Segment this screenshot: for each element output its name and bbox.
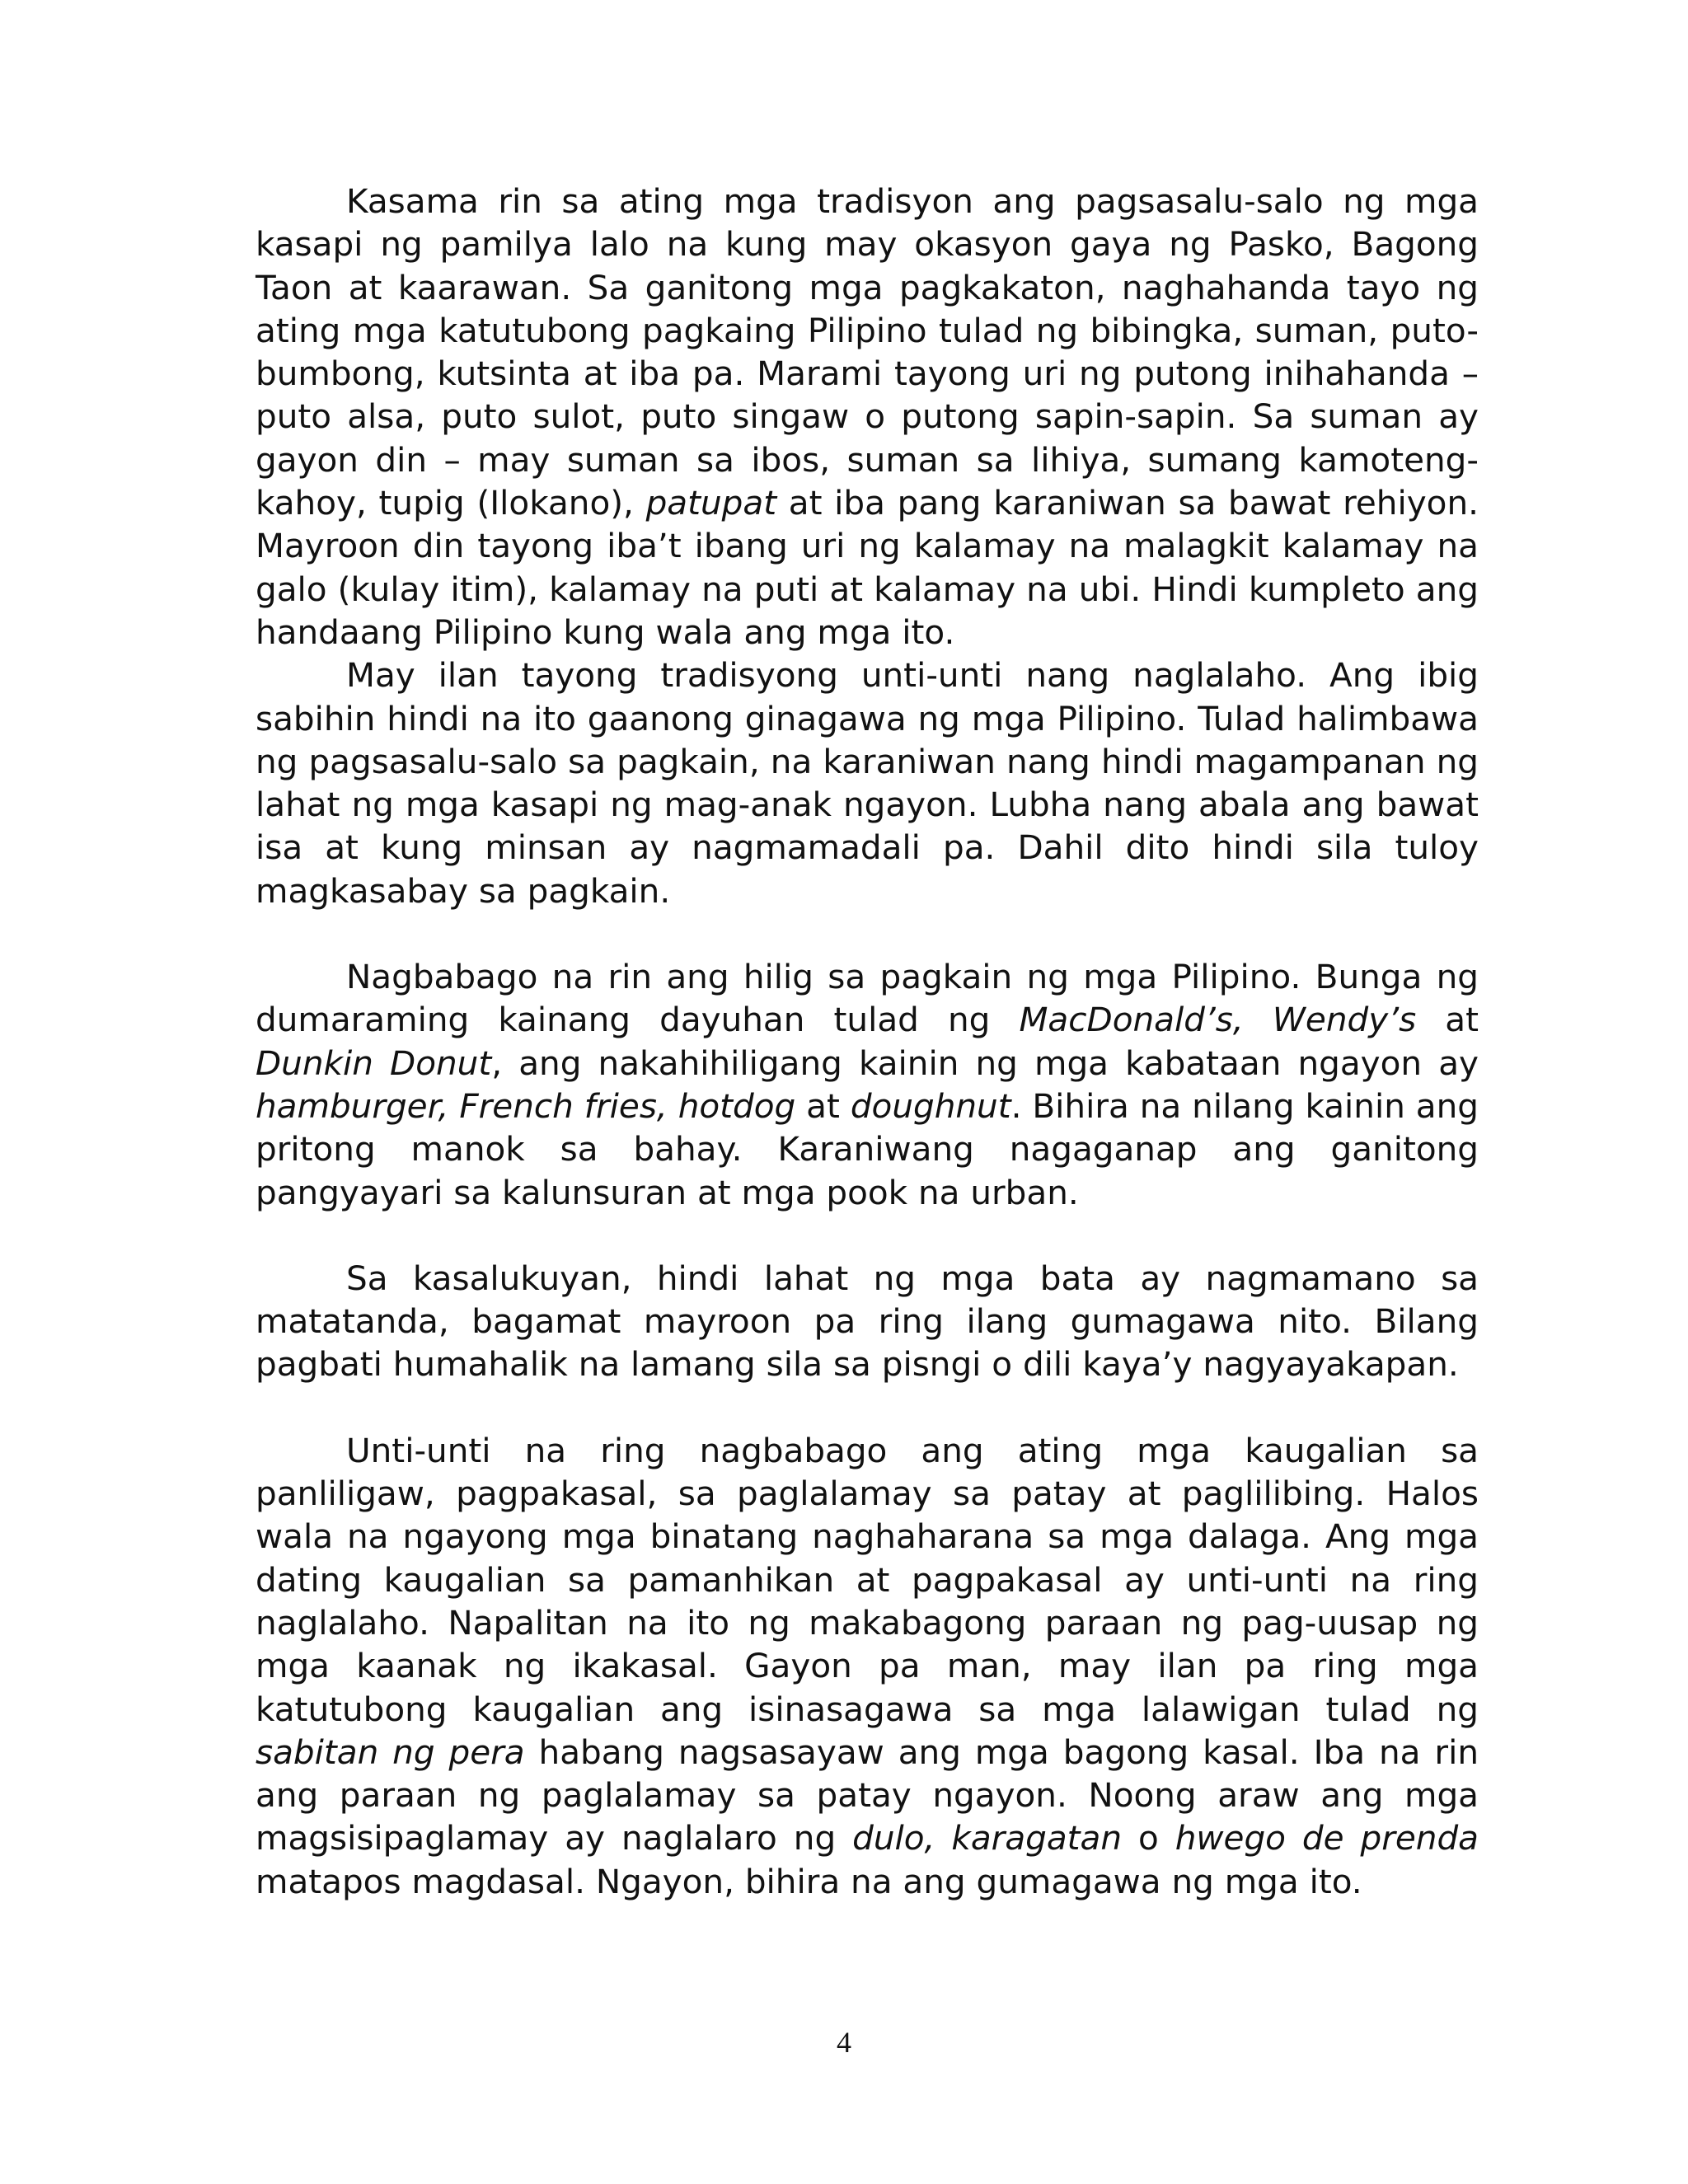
text-run: May ilan tayong tradisyong unti-unti nang naglalaho. Ang ibig sabihin hindi na ito gaanong ginagawa ng mga Pilipino. Tulad halimbawa ng pagsasalu-salo sa pagkain, na karaniwan nang hindi magampanan ng lahat ng mga kasapi ng mag-anak ngayon. Lubha nang abala ang bawat isa at kung minsan ay nagmamadali pa. Dahil dito hindi sila tuloy magkasabay sa pagkain.	[256, 655, 1479, 911]
text-run: at	[1416, 1000, 1479, 1040]
italic-term-patupat: patupat	[645, 483, 777, 523]
italic-term-dunkin: Dunkin Donut	[256, 1043, 492, 1083]
text-run: Unti-unti na ring nagbabago ang ating mga kaugalian sa panliligaw, pagpakasal, sa paglalamay sa patay at paglilibing. Halos wala na ngayong mga binatang naghaharana sa mga dalaga. Ang mga dating kaugalian sa pamanhikan at pagpakasal ay unti-unti na ring naglalaho. Napalitan na ito ng makabagong paraan ng pag-uusap ng mga kaanak ng ikakasal. Gayon pa man, may ilan pa ring mga katutubong kaugalian ang isinasagawa sa mga lalawigan tulad ng	[256, 1430, 1479, 1729]
paragraph-courtship-and-wakes	[256, 1429, 1479, 1903]
text-run: at iba pang karaniwan sa bawat rehiyon. Mayroon din tayong iba’t ibang uri ng kalamay na malagkit kalamay na galo (kulay itim), kalamay na puti at kalamay na ubi. Hindi kumpleto ang handaang Pilipino kung wala ang mga ito.	[256, 483, 1479, 652]
text-run: at	[795, 1085, 851, 1126]
text-run: Nagbabago na rin ang hilig sa pagkain ng mga Pilipino. Bunga ng dumaraming kainang dayuhan tulad ng	[256, 957, 1479, 1040]
italic-term-sabitan: sabitan ng pera	[256, 1732, 525, 1772]
italic-term-hwego: hwego de prenda	[1175, 1818, 1479, 1858]
body-text	[256, 180, 1479, 1903]
page-number: 4	[837, 2026, 851, 2059]
text-run: habang nagsasayaw ang mga bagong kasal. Iba na rin ang paraan ng paglalamay sa patay ngayon. Noong araw ang mga magsisipaglamay ay naglalaro ng	[256, 1732, 1479, 1858]
text-run: matapos magdasal. Ngayon, bihira na ang gumagawa ng mga ito.	[256, 1861, 1362, 1901]
paragraph-fading-traditions	[256, 654, 1479, 912]
italic-term-doughnut: doughnut	[850, 1085, 1011, 1126]
italic-term-fastfood: hamburger, French fries, hotdog	[256, 1085, 796, 1126]
italic-term-restaurants: MacDonald’s, Wendy’s	[1019, 1000, 1417, 1040]
text-run: , ang nakahihiligang kainin ng mga kabataan ngayon ay	[491, 1043, 1479, 1083]
text-run: o	[1122, 1818, 1175, 1858]
paragraph-changing-food-preferences	[256, 955, 1479, 1214]
paragraph-greetings	[256, 1257, 1479, 1386]
italic-term-games: dulo, karagatan	[852, 1818, 1123, 1858]
paragraph-food-traditions	[256, 180, 1479, 654]
text-run: . Bihira na nilang kainin ang pritong manok sa bahay. Karaniwang nagaganap ang ganitong pangyayari sa kalunsuran at mga pook na urban.	[256, 1085, 1479, 1212]
text-run: Kasama rin sa ating mga tradisyon ang pagsasalu-salo ng mga kasapi ng pamilya lalo na kung may okasyon gaya ng Pasko, Bagong Taon at kaarawan. Sa ganitong mga pagkakaton, naghahanda tayo ng ating mga katutubong pagkaing Pilipino tulad ng bibingka, suman, puto-bumbong, kutsinta at iba pa. Marami tayong uri ng putong inihahanda – puto alsa, puto sulot, puto singaw o putong sapin-sapin. Sa suman ay gayon din – may suman sa ibos, suman sa lihiya, sumang kamoteng-kahoy, tupig (Ilokano),	[256, 181, 1479, 523]
text-run: Sa kasalukuyan, hindi lahat ng mga bata ay nagmamano sa matatanda, bagamat mayroon pa ring ilang gumagawa nito. Bilang pagbati humahalik na lamang sila sa pisngi o dili kaya’y nagyayakapan.	[256, 1258, 1479, 1385]
